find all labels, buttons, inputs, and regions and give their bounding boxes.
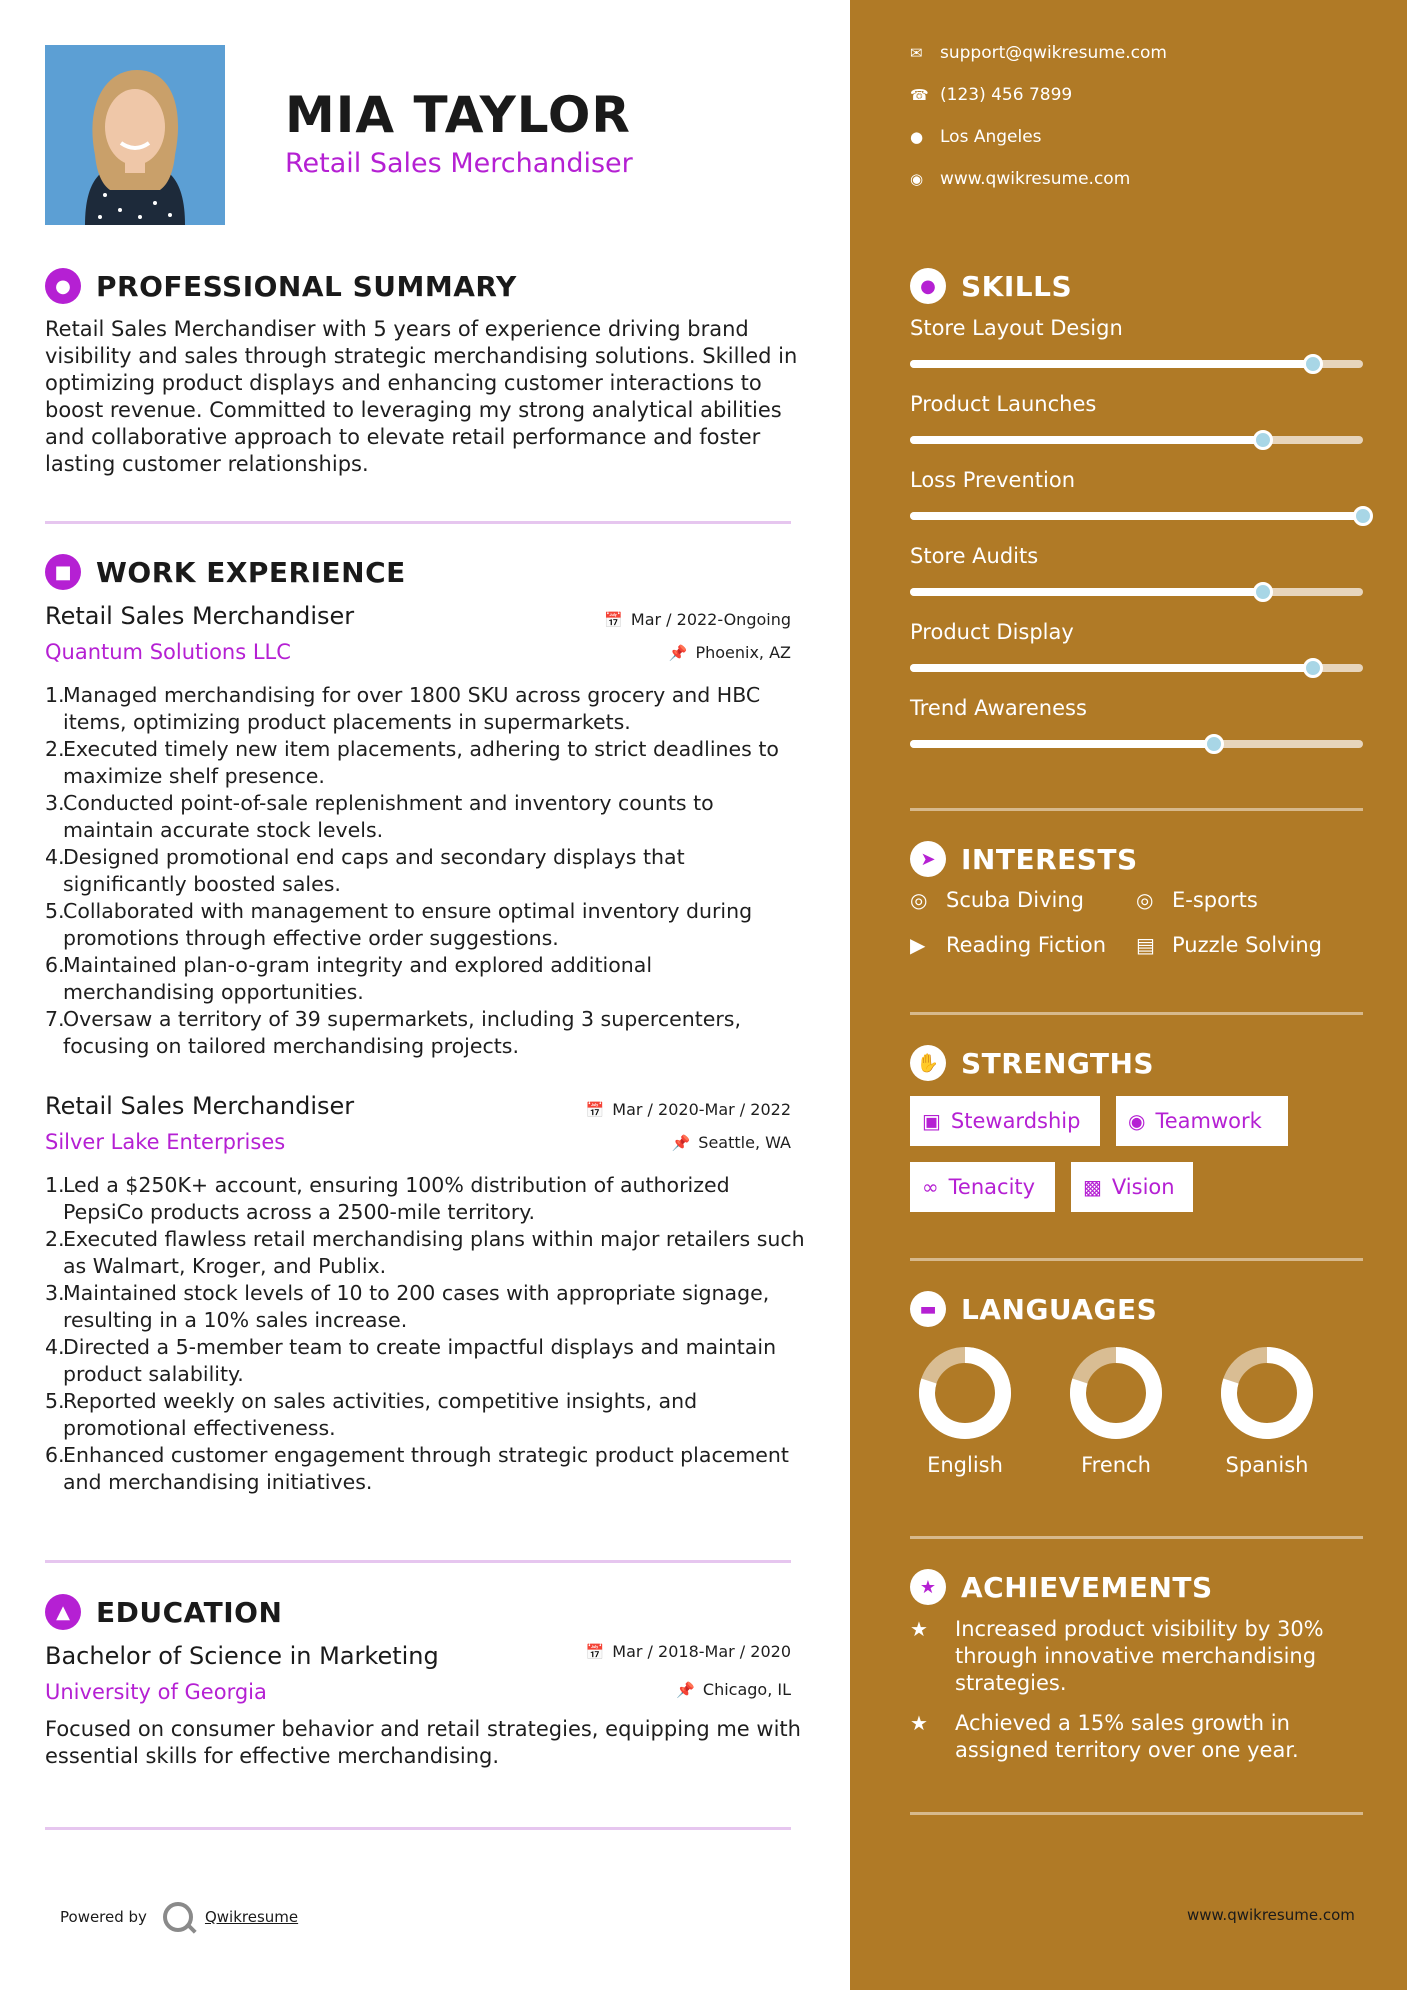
strengths-title: STRENGTHS [961, 1046, 1155, 1080]
paper-plane-icon: ➤ [910, 841, 946, 877]
education-text: Focused on consumer behavior and retail strategies, equipping me with essential skills for effective merchandising. [45, 1717, 801, 1768]
education-location [676, 1680, 791, 1699]
divider [910, 1258, 1363, 1261]
skill-slider-fill [910, 512, 1363, 520]
calendar-icon: 📅 [585, 1100, 605, 1119]
education-title: EDUCATION [96, 1595, 283, 1629]
languages-title: LANGUAGES [961, 1292, 1158, 1326]
sidebar [850, 0, 1407, 1990]
skill-label: Loss Prevention [910, 468, 1076, 492]
pin-icon: 📌 [676, 1680, 695, 1699]
list-item: 7. Oversaw a territory of 39 supermarkets, including 3 supercenters, focusing on tailored merchandising projects. [45, 1007, 741, 1058]
interest-item: ◎ Scuba Diving [910, 888, 1084, 912]
list-item: 2. Executed timely new item placements, adhering to strict deadlines to maximize shelf presence. [45, 737, 779, 788]
skill-label: Product Display [910, 620, 1074, 644]
interests-title: INTERESTS [961, 842, 1138, 876]
skill-slider-knob [1253, 430, 1273, 450]
achievements-title: ACHIEVEMENTS [961, 1570, 1213, 1604]
language-ring [1068, 1345, 1164, 1441]
envelope-icon: ✉ [910, 44, 923, 62]
divider [45, 521, 791, 524]
pin-icon: 📌 [671, 1133, 691, 1152]
skill-slider-knob [1303, 354, 1323, 374]
contact-email[interactable] [910, 43, 1167, 63]
skill-slider-knob [1204, 734, 1224, 754]
list-item: 5. Collaborated with management to ensure optimal inventory during promotions through effective order suggestions. [45, 899, 753, 950]
gamepad-icon: ▶ [910, 933, 926, 957]
strength-chip: ▩ Vision [1071, 1162, 1193, 1212]
calendar-icon: 📅 [585, 1642, 605, 1661]
skill-slider [910, 588, 1363, 596]
language-item [1217, 1345, 1317, 1477]
language-name: French [1081, 1453, 1151, 1477]
strength-chip: ▣ Stewardship [910, 1096, 1100, 1146]
graduate-icon: ▲ [45, 1594, 81, 1630]
degree-title: Bachelor of Science in Marketing [45, 1642, 439, 1670]
job-location-text: Phoenix, AZ [695, 643, 791, 662]
contact-email-text: support@qwikresume.com [940, 43, 1167, 63]
achievements-header [910, 1569, 1213, 1605]
skill-slider-knob [1253, 582, 1273, 602]
strength-chip: ◉ Teamwork [1116, 1096, 1288, 1146]
globe-icon: ◉ [910, 170, 924, 188]
divider [910, 808, 1363, 811]
job-location-text: Seattle, WA [698, 1133, 791, 1152]
school-name: University of Georgia [45, 1680, 267, 1704]
qwikresume-logo-icon [163, 1902, 193, 1932]
users-icon: ◉ [1128, 1109, 1146, 1133]
job-title: Retail Sales Merchandiser [45, 602, 355, 630]
star-badge-icon: ★ [910, 1569, 946, 1605]
job-bullets [45, 1172, 805, 1496]
strengths-header [910, 1045, 1154, 1081]
company-name: Quantum Solutions LLC [45, 640, 291, 664]
job-location [669, 643, 791, 662]
list-item: 3. Conducted point-of-sale replenishment and inventory counts to maintain accurate stock levels. [45, 791, 714, 842]
skill-label: Trend Awareness [910, 696, 1087, 720]
briefcase-chair-icon: ■ [45, 554, 81, 590]
link-icon: ∞ [922, 1175, 939, 1199]
candidate-name: MIA TAYLOR [285, 86, 631, 144]
binoculars-icon: ▩ [1083, 1175, 1102, 1199]
skill-slider [910, 360, 1363, 368]
profile-photo [45, 45, 225, 225]
job-date-text: Mar / 2022-Ongoing [630, 610, 791, 629]
skill-slider [910, 512, 1363, 520]
skills-title: SKILLS [961, 269, 1073, 303]
footer-powered-by [60, 1902, 298, 1932]
education-location-text: Chicago, IL [702, 1680, 791, 1699]
experience-title: WORK EXPERIENCE [96, 555, 406, 589]
toolbox-icon: ▣ [922, 1109, 941, 1133]
skill-slider [910, 664, 1363, 672]
job-title: Retail Sales Merchandiser [45, 1092, 355, 1120]
skill-slider-fill [910, 740, 1214, 748]
map-pin-icon: ● [910, 128, 924, 146]
interest-item: ▤ Puzzle Solving [1136, 933, 1322, 957]
contact-phone-text: (123) 456 7899 [940, 85, 1073, 105]
skill-slider-fill [910, 360, 1313, 368]
person-icon: ● [45, 268, 81, 304]
skill-slider-fill [910, 436, 1263, 444]
job-date-text: Mar / 2020-Mar / 2022 [612, 1100, 791, 1119]
lifebuoy-icon: ◎ [910, 888, 928, 912]
skill-label: Store Audits [910, 544, 1039, 568]
lightbulb-icon: ● [910, 268, 946, 304]
summary-text: Retail Sales Merchandiser with 5 years of experience driving brand visibility and sales through strategic merchandising solutions. Skilled in optimizing product displays and enhancing customer interactions to boost revenue. Committed to leveraging my strong analytical abilities and collaborative approach to elevate retail performance and foster lasting customer relationships. [45, 317, 798, 476]
powered-by-label: Powered by [60, 1908, 147, 1926]
interests-header [910, 841, 1138, 877]
contact-website-text: www.qwikresume.com [940, 169, 1131, 189]
list-item: 4. Designed promotional end caps and secondary displays that significantly boosted sales. [45, 845, 685, 896]
company-name: Silver Lake Enterprises [45, 1130, 286, 1154]
divider [910, 1012, 1363, 1015]
contact-website[interactable] [910, 169, 1130, 189]
language-item [915, 1345, 1015, 1477]
divider [45, 1560, 791, 1563]
divider [910, 1812, 1363, 1815]
skill-slider-fill [910, 588, 1263, 596]
phone-icon: ☎ [910, 86, 929, 104]
language-name: English [927, 1453, 1003, 1477]
skill-slider [910, 740, 1363, 748]
list-item: 4. Directed a 5-member team to create impactful displays and maintain product salability. [45, 1335, 777, 1386]
list-item: 3. Maintained stock levels of 10 to 200 cases with appropriate signage, resulting in a 10% sales increase. [45, 1281, 770, 1332]
pin-icon: 📌 [668, 643, 688, 662]
language-name: Spanish [1225, 1453, 1309, 1477]
skill-label: Store Layout Design [910, 316, 1123, 340]
experience-header [45, 554, 406, 590]
skill-slider-knob [1353, 506, 1373, 526]
job-date [586, 1100, 791, 1119]
job-location [672, 1133, 791, 1152]
list-item: 2. Executed flawless retail merchandising plans within major retailers such as Walmart, Kroger, and Publix. [45, 1227, 805, 1278]
achievement-item: ★ Increased product visibility by 30% through innovative merchandising strategies. [910, 1617, 1324, 1695]
translate-icon: ▬ [910, 1291, 946, 1327]
contact-phone[interactable] [910, 85, 1072, 105]
skill-slider-knob [1303, 658, 1323, 678]
achievement-item: ★ Achieved a 15% sales growth in assigned territory over one year. [910, 1711, 1299, 1762]
fist-icon: ✋ [910, 1045, 946, 1081]
calendar-icon: 📅 [604, 610, 623, 629]
divider [45, 1827, 791, 1830]
lifebuoy-icon: ◎ [1136, 888, 1154, 912]
education-date [586, 1642, 791, 1661]
summary-header [45, 268, 517, 304]
language-ring [917, 1345, 1013, 1441]
divider [910, 1536, 1363, 1539]
interest-item: ◎ E-sports [1136, 888, 1258, 912]
strength-chip: ∞ Tenacity [910, 1162, 1055, 1212]
list-item: 1. Led a $250K+ account, ensuring 100% distribution of authorized PepsiCo products across a 2500-mile territory. [45, 1173, 730, 1224]
footer-website[interactable]: www.qwikresume.com [1187, 1906, 1355, 1924]
skill-slider-fill [910, 664, 1313, 672]
education-header [45, 1594, 282, 1630]
language-ring [1219, 1345, 1315, 1441]
job-date [604, 610, 791, 629]
star-icon: ★ [910, 1617, 928, 1641]
list-item: 5. Reported weekly on sales activities, competitive insights, and promotional effectiveness. [45, 1389, 698, 1440]
contact-location-text: Los Angeles [940, 127, 1042, 147]
candidate-role: Retail Sales Merchandiser [285, 148, 633, 179]
education-date-text: Mar / 2018-Mar / 2020 [612, 1642, 791, 1661]
book-icon: ▤ [1136, 933, 1155, 957]
language-item [1066, 1345, 1166, 1477]
skills-header [910, 268, 1072, 304]
job-bullets [45, 682, 805, 1060]
skill-label: Product Launches [910, 392, 1097, 416]
skill-slider [910, 436, 1363, 444]
list-item: 6. Enhanced customer engagement through strategic product placement and merchandising initiatives. [45, 1443, 789, 1494]
portrait-image [45, 45, 225, 225]
contact-location [910, 127, 1042, 147]
languages-header [910, 1291, 1157, 1327]
summary-title: PROFESSIONAL SUMMARY [96, 269, 517, 303]
qwikresume-link[interactable]: Qwikresume [204, 1908, 299, 1926]
interest-item: ▶ Reading Fiction [910, 933, 1107, 957]
star-icon: ★ [910, 1711, 928, 1735]
list-item: 1. Managed merchandising for over 1800 SKU across grocery and HBC items, optimizing product placements in supermarkets. [45, 683, 761, 734]
list-item: 6. Maintained plan-o-gram integrity and explored additional merchandising opportunities. [45, 953, 653, 1004]
